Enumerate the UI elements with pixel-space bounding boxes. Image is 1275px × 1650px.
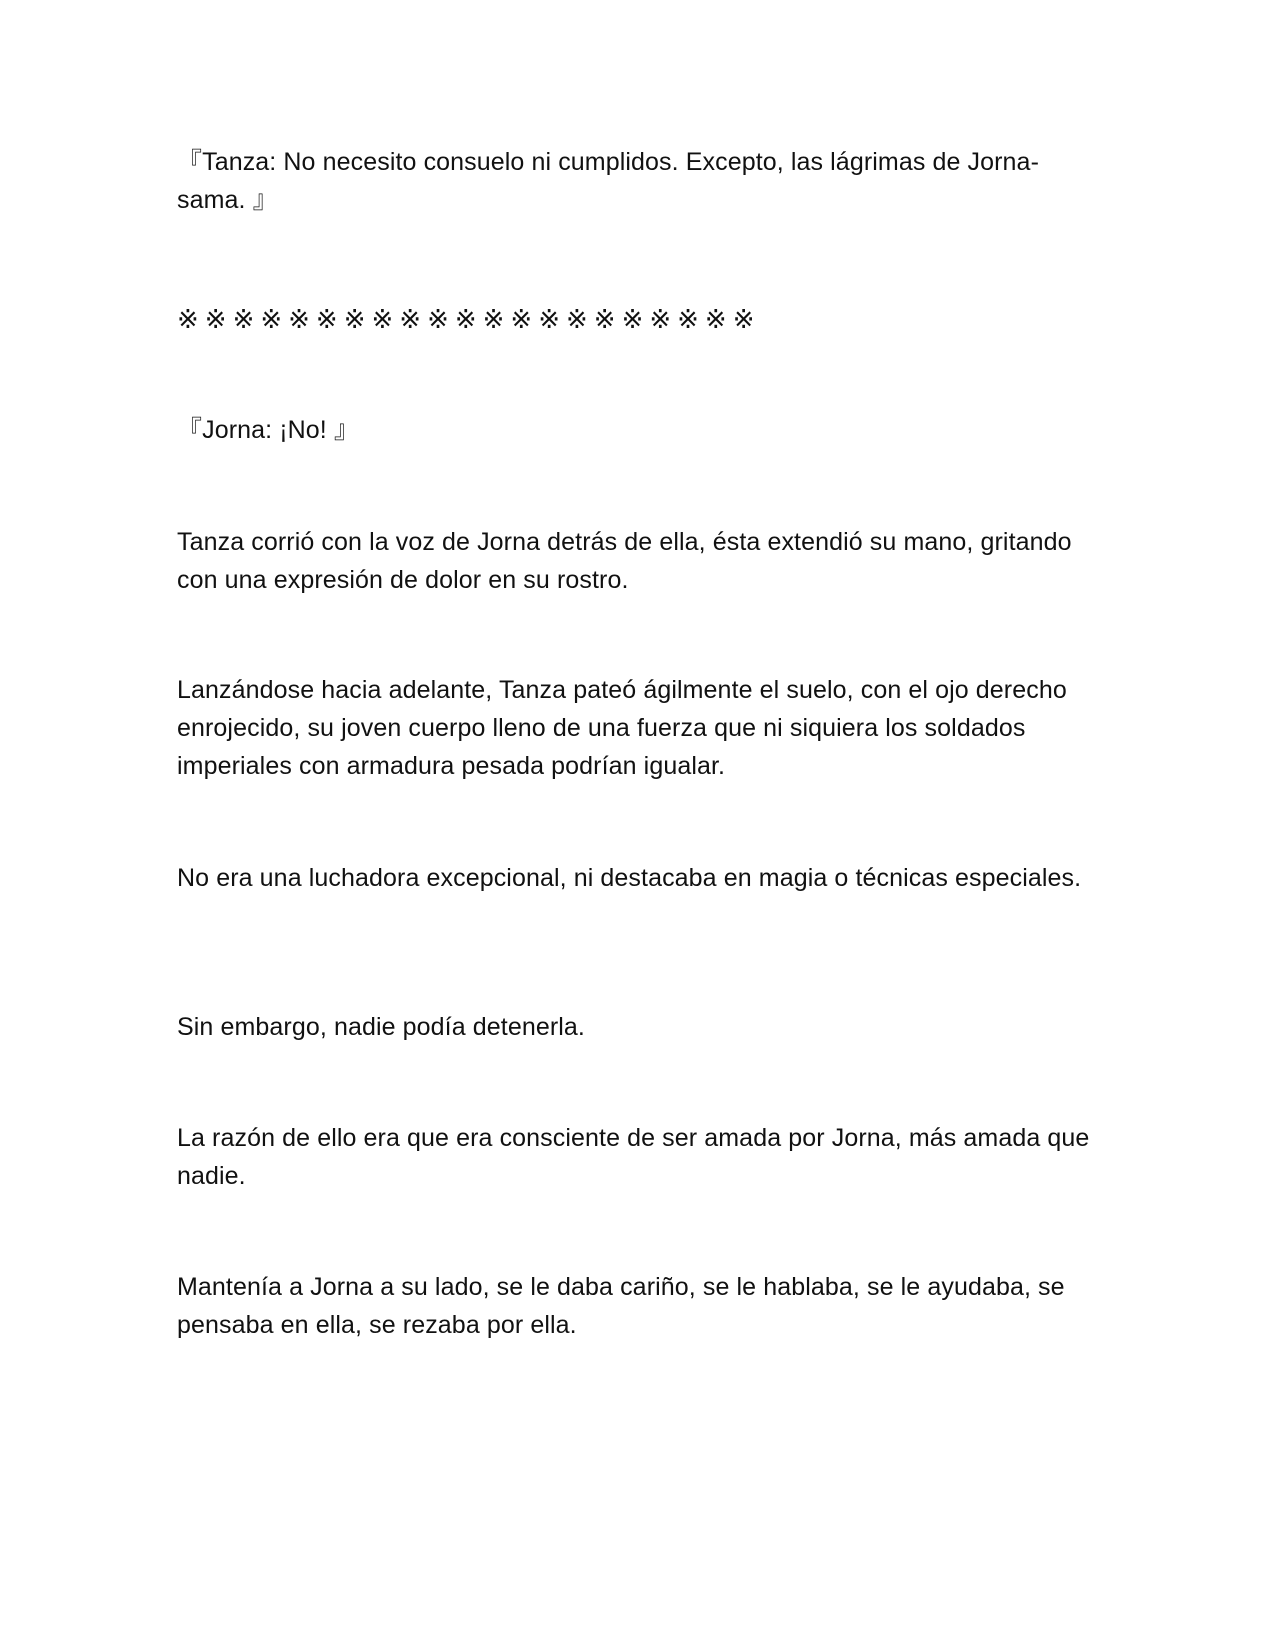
dialogue-tanza: 『Tanza: No necesito consuelo ni cumplidos. Excepto, las lágrimas de Jorna-sama. 』 [177, 148, 1039, 214]
paragraph-kept-jorna: Mantenía a Jorna a su lado, se le daba cariño, se le hablaba, se le ayudaba, se pensaba en ella, se rezaba por ella. [177, 1273, 1065, 1339]
dialogue-jorna: 『Jorna: ¡No! 』 [177, 416, 360, 444]
paragraph-tanza-runs: Tanza corrió con la voz de Jorna detrás de ella, ésta extendió su mano, gritando con una expresión de dolor en su rostro. [177, 528, 1072, 594]
paragraph-tanza-leaps: Lanzándose hacia adelante, Tanza pateó ágilmente el suelo, con el ojo derecho enrojecido, su joven cuerpo lleno de una fuerza que ni siquiera los soldados imperiales con armadura pesada podrían igualar. [177, 676, 1067, 780]
paragraph-not-exceptional: No era una luchadora excepcional, ni destacaba en magia o técnicas especiales. [177, 864, 1082, 892]
paragraph-reason: La razón de ello era que era consciente de ser amada por Jorna, más amada que nadie. [177, 1124, 1090, 1190]
paragraph-nobody-could-stop: Sin embargo, nadie podía detenerla. [177, 1013, 585, 1041]
section-separator: ※※※※※※※※※※※※※※※※※※※※※ [177, 305, 761, 335]
